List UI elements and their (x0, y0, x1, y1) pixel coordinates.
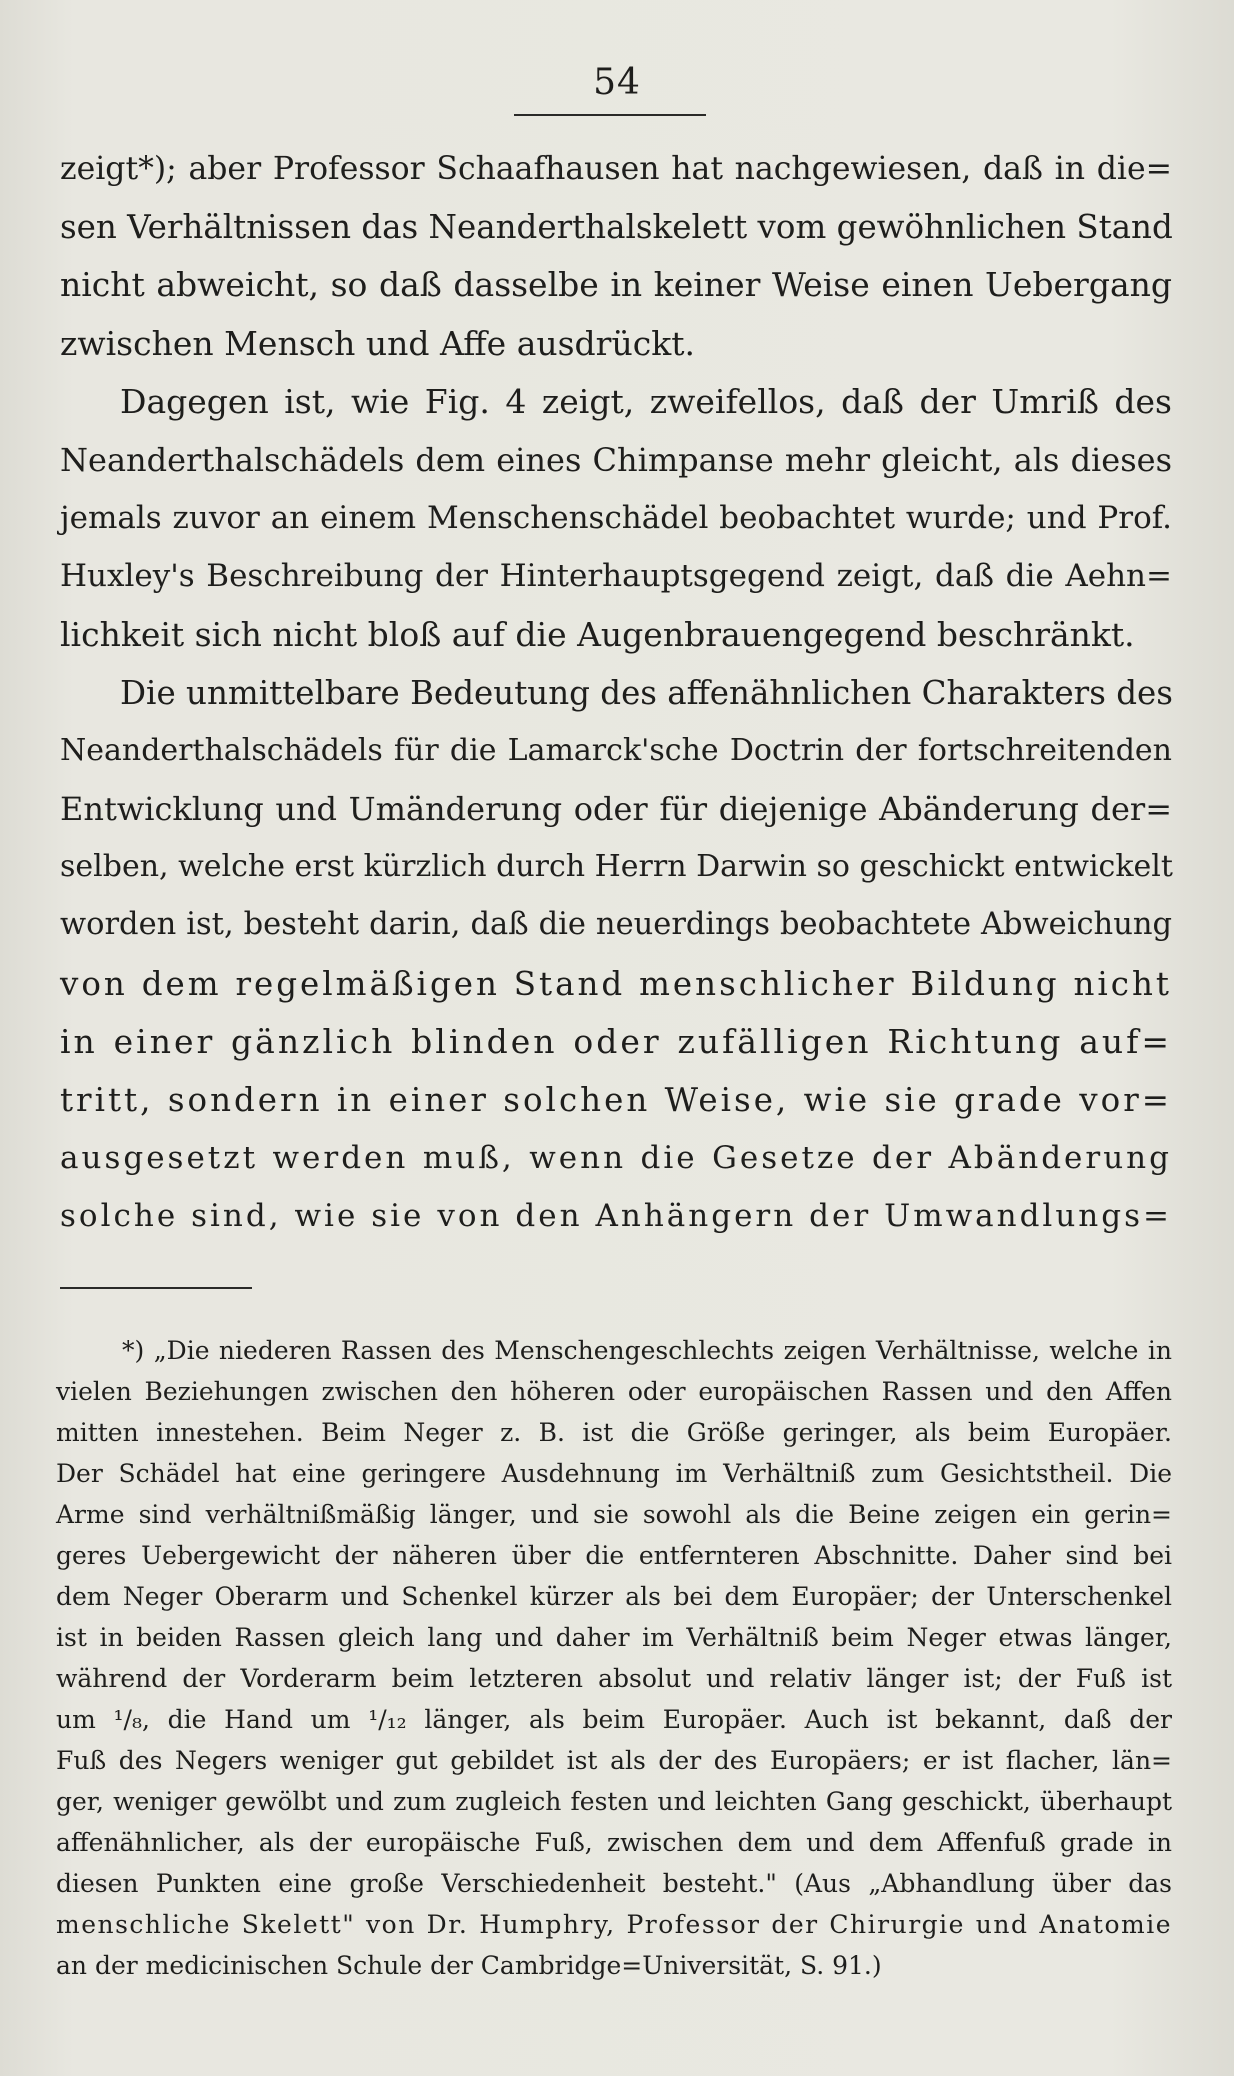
body-line: Neanderthalschädels dem eines Chimpanse mehr gleicht, als dieses (60, 440, 1172, 479)
body-line: zwischen Mensch und Affe ausdrückt. (60, 323, 695, 363)
header-rule (514, 114, 706, 116)
body-line: sen Verhältnissen das Neanderthalskelett vom gewöhnlichen Stand (60, 208, 1173, 247)
body-line: selben, welche erst kürzlich durch Herrn Darwin so geschickt entwickelt (60, 849, 1173, 885)
body-line: Dagegen ist, wie Fig. 4 zeigt, zweifellos, daß der Umriß des (120, 381, 1172, 421)
footnote-line: ist in beiden Rassen gleich lang und daher im Verhältniß beim Neger etwas länger, (56, 1623, 1172, 1652)
body-line: Huxley's Beschreibung der Hinterhauptsgegend zeigt, daß die Aehn= (60, 558, 1172, 595)
body-line: worden ist, besteht darin, daß die neuerdings beobachtete Abweichung (60, 907, 1172, 943)
footnote-line: ger, weniger gewölbt und zum zugleich festen und leichten Gang geschickt, überhaupt (56, 1787, 1172, 1816)
footnote-line: *) „Die niederen Rassen des Menschengeschlechts zeigen Verhältnisse, welche in (122, 1336, 1172, 1365)
body-line: Neanderthalschädels für die Lamarck'sche Doctrin der fortschreitenden (60, 732, 1172, 768)
footnote-line: diesen Punkten eine große Verschiedenheit besteht." (Aus „Abhandlung über das (56, 1869, 1172, 1898)
body-line: in einer gänzlich blinden oder zufälligen Richtung auf= (60, 1021, 1172, 1061)
footnote-line: menschliche Skelett" von Dr. Humphry, Professor der Chirurgie und Anatomie (56, 1910, 1172, 1939)
footnote-line: Der Schädel hat eine geringere Ausdehnung im Verhältniß zum Gesichtstheil. Die (56, 1459, 1172, 1488)
body-line: solche sind, wie sie von den Anhängern der Umwandlungs= (60, 1198, 1172, 1235)
footnote-line: affenähnlicher, als der europäische Fuß, zwischen dem und dem Affenfuß grade in (56, 1828, 1172, 1857)
footnote-line: dem Neger Oberarm und Schenkel kürzer als bei dem Europäer; der Unterschenkel (56, 1582, 1172, 1611)
body-line: jemals zuvor an einem Menschenschädel beobachtet wurde; und Prof. (60, 500, 1172, 537)
body-line: nicht abweicht, so daß dasselbe in keiner Weise einen Uebergang (60, 265, 1172, 305)
page-number: 54 (593, 62, 641, 103)
body-line: Entwicklung und Umänderung oder für diejenige Abänderung der= (60, 790, 1172, 829)
footnote (56, 1330, 1172, 1986)
body-line: tritt, sondern in einer solchen Weise, wie sie grade vor= (60, 1081, 1172, 1119)
footnote-line: um ¹/₈, die Hand um ¹/₁₂ länger, als beim Europäer. Auch ist bekannt, daß der (56, 1705, 1172, 1734)
body-line: von dem regelmäßigen Stand menschlicher Bildung nicht (60, 964, 1172, 1003)
footnote-rule (60, 1287, 252, 1289)
footnote-line: während der Vorderarm beim letzteren absolut und relativ länger ist; der Fuß ist (56, 1664, 1172, 1693)
footnote-line: geres Uebergewicht der näheren über die entfernteren Abschnitte. Daher sind bei (56, 1541, 1172, 1570)
footnote-line: Arme sind verhältnißmäßig länger, und sie sowohl als die Beine zeigen ein gerin= (56, 1500, 1172, 1529)
footnote-line: mitten innestehen. Beim Neger z. B. ist die Größe geringer, als beim Europäer. (56, 1418, 1172, 1447)
body-line: ausgesetzt werden muß, wenn die Gesetze der Abänderung (60, 1140, 1172, 1177)
body-text (60, 140, 1172, 1246)
footnote-line: vielen Beziehungen zwischen den höheren oder europäischen Rassen und den Affen (56, 1377, 1172, 1406)
footnote-line: an der medicinischen Schule der Cambridge=Universität, S. 91.) (56, 1951, 882, 1980)
body-line: lichkeit sich nicht bloß auf die Augenbrauengegend beschränkt. (60, 614, 1135, 654)
footnote-line: Fuß des Negers weniger gut gebildet ist als der des Europäers; er ist flacher, län= (56, 1746, 1172, 1775)
body-line: zeigt*); aber Professor Schaafhausen hat nachgewiesen, daß in die= (60, 151, 1172, 187)
body-line: Die unmittelbare Bedeutung des affenähnlichen Charakters des (120, 673, 1173, 712)
